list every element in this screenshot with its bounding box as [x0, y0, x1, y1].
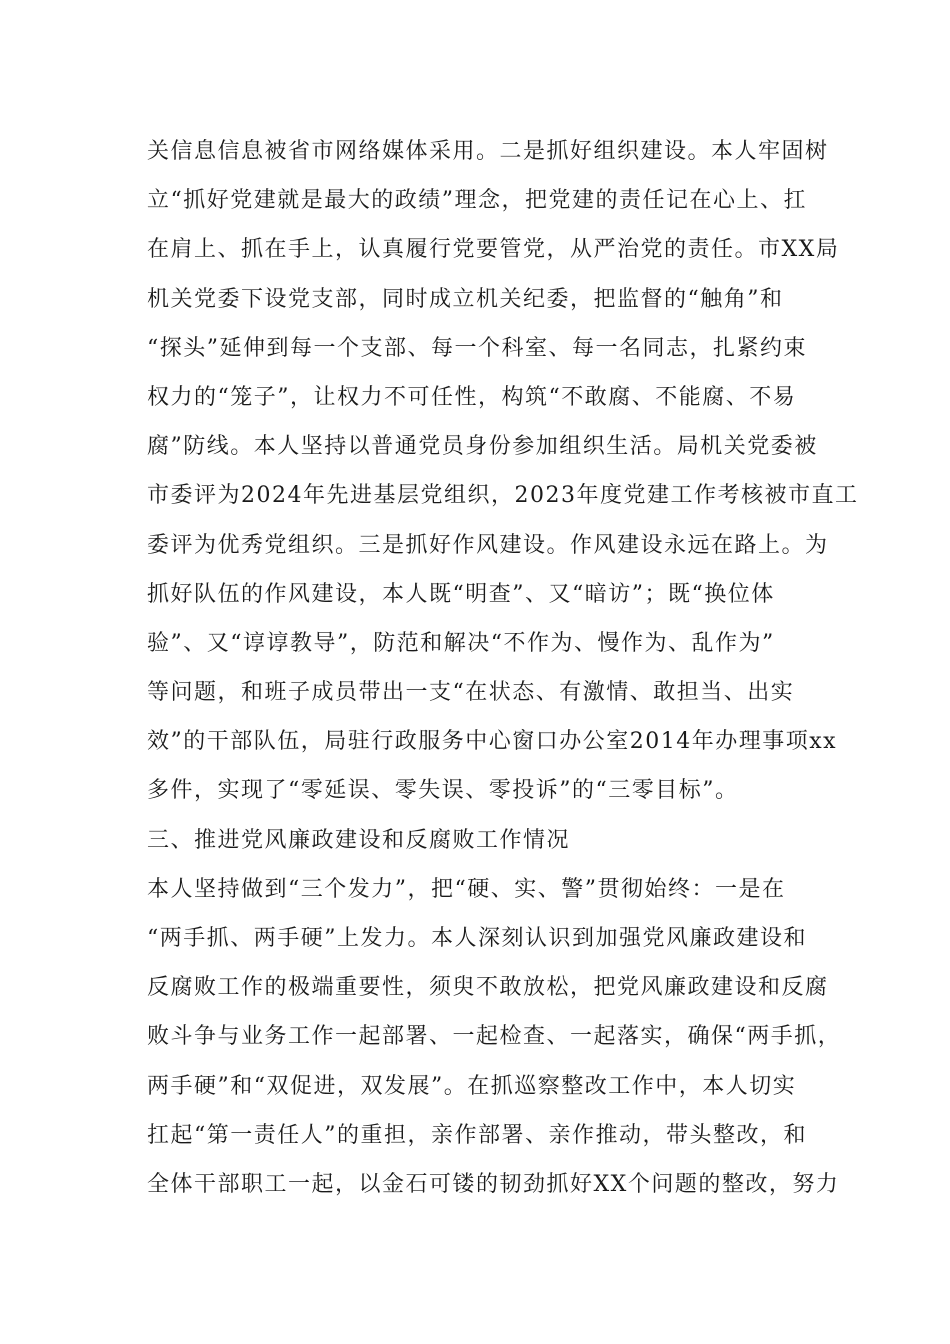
text-line: 多件，实现了“零延误、零失误、零投诉”的“三零目标”。	[147, 778, 739, 804]
text-line: 在肩上、抓在手上，认真履行党要管党，从严治党的责任。市XX局	[147, 237, 840, 263]
text-line: 败斗争与业务工作一起部署、一起检查、一起落实，确保“两手抓，	[147, 1024, 842, 1050]
text-line: 效”的干部队伍，局驻行政服务中心窗口办公室2014年办理事项xx	[147, 729, 838, 755]
text-line: 机关党委下设党支部，同时成立机关纪委，把监督的“触角”和	[147, 286, 784, 312]
text-line: 委评为优秀党组织。三是抓好作风建设。作风建设永远在路上。为	[147, 532, 829, 558]
section-heading: 三、推进党风廉政建设和反腐败工作情况	[147, 827, 571, 853]
text-line: 等问题，和班子成员带出一支“在状态、有激情、敢担当、出实	[147, 680, 795, 706]
text-line: 抓好队伍的作风建设，本人既“明查”、又“暗访”；既“换位体	[147, 581, 775, 607]
text-line: 市委评为2024年先进基层党组织，2023年度党建工作考核被市直工	[147, 483, 859, 509]
text-line: 反腐败工作的极端重要性，须臾不敢放松，把党风廉政建设和反腐	[147, 975, 829, 1001]
text-line: 关信息信息被省市网络媒体采用。二是抓好组织建设。本人牢固树	[147, 139, 829, 164]
document-body	[147, 132, 859, 1214]
text-line: “两手抓、两手硬”上发力。本人深刻认识到加强党风廉政建设和	[147, 926, 807, 951]
text-line: 两手硬”和“双促进，双发展”。在抓巡察整改工作中，本人切实	[147, 1073, 797, 1099]
text-line: 全体干部职工一起，以金石可镂的韧劲抓好XX个问题的整改，努力	[147, 1171, 840, 1197]
text-line: 权力的“笼子”，让权力不可任性，构筑“不敢腐、不能腐、不易	[147, 384, 797, 410]
text-line: 腐”防线。本人坚持以普通党员身份参加组织生活。局机关党委被	[147, 434, 818, 460]
text-line: 本人坚持做到“三个发力”，把“硬、实、警”贯彻始终：一是在	[147, 876, 786, 902]
text-line: 验”、又“谆谆教导”，防范和解决“不作为、慢作为、乱作为”	[147, 630, 775, 656]
text-line: 扛起“第一责任人”的重担，亲作部署、亲作推动，带头整改，和	[147, 1122, 807, 1148]
text-line: 立“抓好党建就是最大的政绩”理念，把党建的责任记在心上、扛	[147, 188, 807, 214]
text-line: “探头”延伸到每一个支部、每一个科室、每一名同志，扎紧约束	[147, 335, 807, 361]
